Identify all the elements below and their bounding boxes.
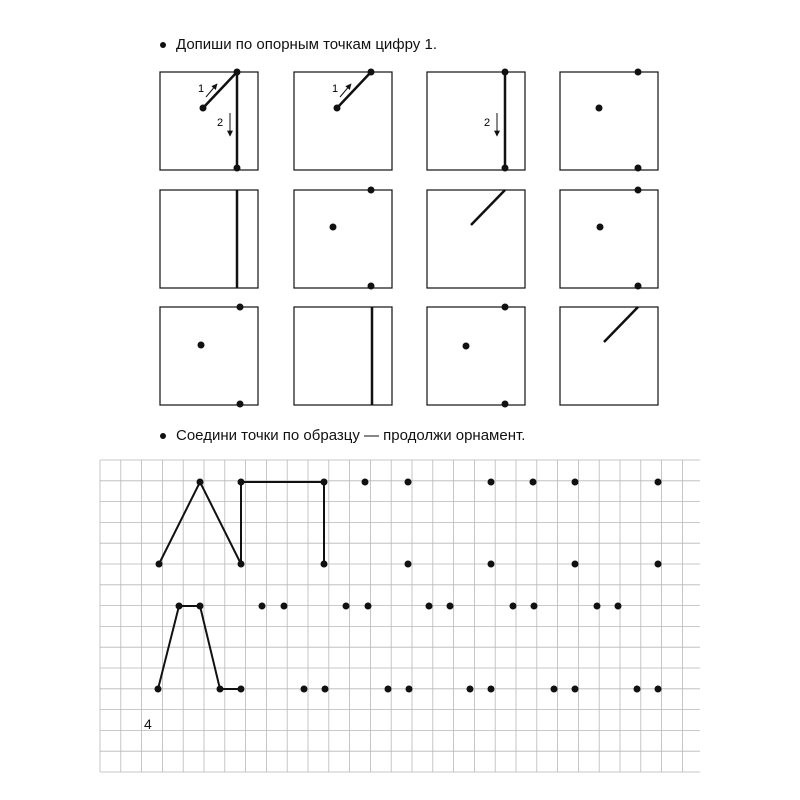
ornament-row-1 [156,479,662,568]
tracing-box [160,304,258,408]
tracing-box [560,187,658,290]
bullet-icon [160,433,166,439]
tracing-box [294,69,392,171]
tracing-box [294,307,392,405]
graph-paper-grid [100,460,700,772]
task-2-instruction [160,427,525,444]
tracing-box [560,69,658,172]
tracing-box [160,190,258,288]
task-2-text: Соедини точки по образцу — продолжи орнамент. [176,427,526,444]
task-1-text: Допиши по опорным точкам цифру 1. [176,36,437,53]
tracing-box [160,69,258,172]
tracing-box [427,69,525,172]
stroke-order-label: 1 [332,83,339,95]
tracing-box [427,190,525,288]
page-number: 4 [144,716,152,732]
stroke-order-label: 2 [217,117,224,129]
stroke-order-label: 1 [198,83,205,95]
tracing-box [294,187,392,290]
tracing-box [427,304,525,408]
tracing-box [560,307,658,405]
stroke-order-label: 2 [484,117,491,129]
